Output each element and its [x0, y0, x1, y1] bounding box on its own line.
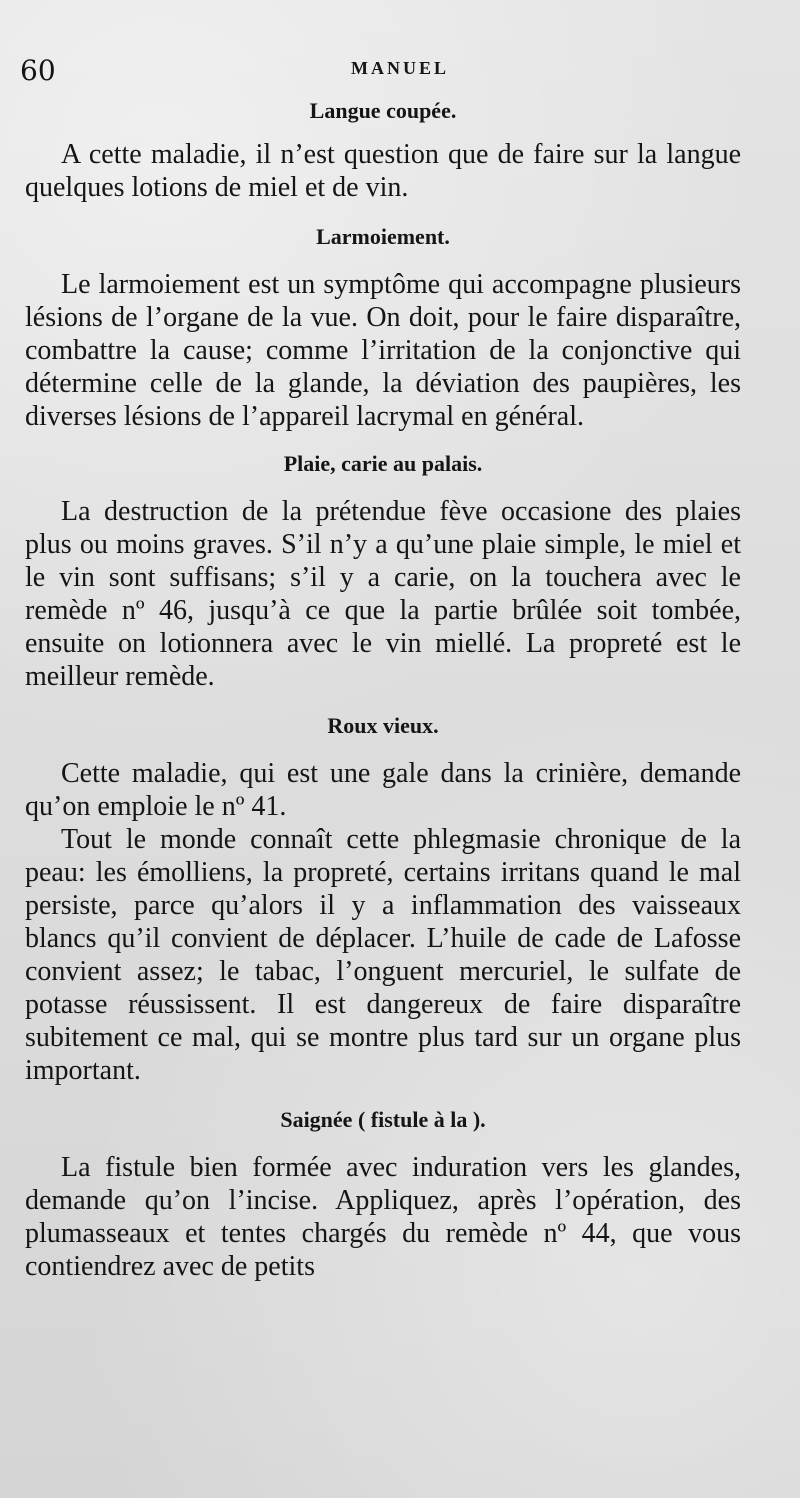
section-heading-larmoiement: Larmoiement. [316, 224, 450, 249]
section-heading-langue-coupee: Langue coupée. [309, 98, 457, 123]
paragraph-roux-vieux-2: Tout le monde connaît cette phlegmasie chronique de la peau: les émolliens, la propreté, certains irritans quand le mal persiste, parce qu’alors il y a inflammation des vaisseaux blancs qu’il convient de déplacer. L’huile de cade de Lafosse convient assez; le tabac, l’onguent mercuriel, le sulfate de potasse réussissent. Il est dangereux de faire disparaître subitement ce mal, qui se montre plus tard sur un organe plus important. [25, 824, 741, 1086]
paragraph-langue-coupee: A cette maladie, il n’est question que de faire sur la langue quelques lotions de miel et de vin. [25, 139, 741, 203]
paragraph-plaie-carie: La destruction de la prétendue fève occasione des plaies plus ou moins graves. S’il n’y a qu’une plaie simple, le miel et le vin sont suffisans; s’il y a carie, on la touchera avec le remède nº 46, jusqu’à ce que la partie brûlée soit tombée, ensuite on lotionnera avec le vin miellé. La propreté est le meilleur remède. [25, 496, 741, 692]
section-heading-plaie-carie: Plaie, carie au palais. [283, 451, 483, 476]
paragraph-saignee: La fistule bien formée avec induration vers les glandes, demande qu’on l’incise. Appliquez, après l’opération, des plumasseaux et tentes chargés du remède nº 44, que vous contiendrez avec de petits [25, 1152, 741, 1282]
section-heading-saignee: Saignée ( fistule à la ). [280, 1107, 486, 1132]
running-head: MANUEL [351, 58, 449, 78]
paragraph-larmoiement: Le larmoiement est un symptôme qui accompagne plusieurs lésions de l’organe de la vue. On doit, pour le faire disparaître, combattre la cause; comme l’irritation de la conjonctive qui détermine celle de la glande, la déviation des paupières, les diverses lésions de l’appareil lacrymal en général. [25, 269, 741, 432]
section-heading-roux-vieux: Roux vieux. [327, 713, 439, 738]
page-body [25, 98, 741, 1283]
page-number: 60 [20, 54, 56, 87]
paragraph-roux-vieux-1: Cette maladie, qui est une gale dans la crinière, demande qu’on emploie le nº 41. [25, 758, 741, 822]
